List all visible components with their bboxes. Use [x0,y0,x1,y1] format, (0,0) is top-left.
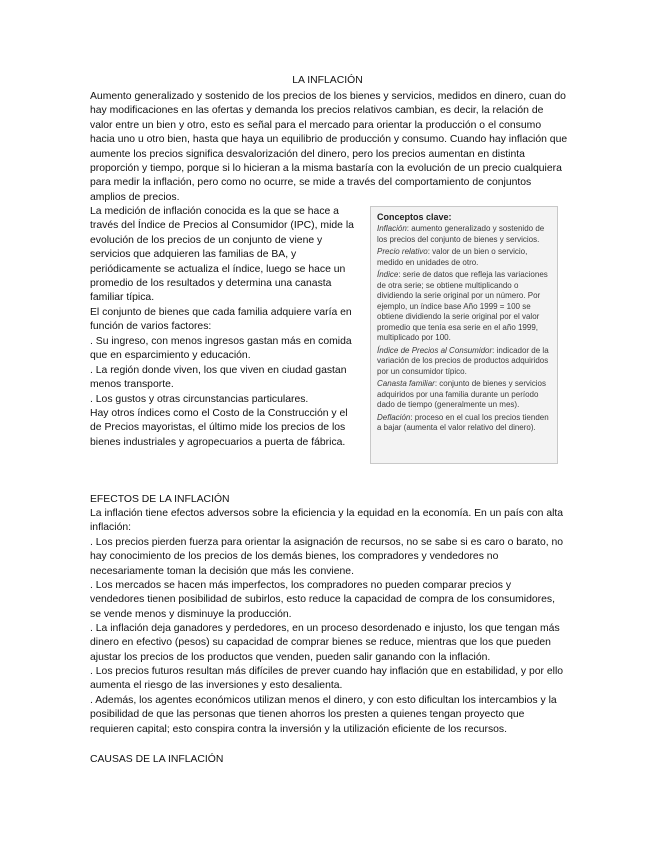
concept-entry-deflation: Deflación: proceso en el cual los precios tienden a bajar (aumenta el valor relativo del dinero). [377,412,549,432]
effect-item-markets: . Los mercados se hacen más imperfectos, los compradores no pueden comparar precios y vendedores tienen posibilidad de subirlos, esto reduce la capacidad de compra de los consumidores, se vende menos y disminuye la producción. [90,580,555,620]
document-title: LA INFLACIÓN [292,75,363,86]
effect-item-money-use: . Además, los agentes económicos utilizan menos el dinero, y con esto dificultan los intercambios y la posibilidad de que las personas que tienen ahorros los presten a quienes tengan proyecto que requieren capital; esto conspira contra la inversión y la utilización eficiente de los recursos. [90,695,557,735]
concepts-box-title: Conceptos clave: [377,212,452,222]
basket-paragraph: El conjunto de bienes que cada familia adquiere varía en función de varios factores: [90,307,352,333]
concept-entry-cpi: Índice de Precios al Consumidor: indicador de la variación de los precios de productos adquiridos por un consumidor típico. [377,345,549,376]
income-item: . Su ingreso, con menos ingresos gastan más en comida que en esparcimiento y educación. [90,336,352,362]
effects-intro: La inflación tiene efectos adversos sobre la eficiencia y la equidad en la economía. En un país con alta inflación: [90,508,564,534]
effect-item-prices: . Los precios pierden fuerza para orientar la asignación de recursos, no se sabe si es caro o barato, no hay conocimiento de los precios de los demás bienes, los compradores y vendedores no necesariamente toman la decisión que más les conviene. [90,537,564,577]
causes-heading: CAUSAS DE LA INFLACIÓN [90,754,224,765]
effect-item-future-prices: . Los precios futuros resultan más difíciles de prever cuando hay inflación que en estabilidad, y por ello aumenta el riesgo de las inversiones y esto desalienta. [90,666,564,692]
concepts-box [370,206,558,464]
tastes-item: . Los gustos y otras circunstancias particulares. [90,394,309,405]
effect-item-winners-losers: . La inflación deja ganadores y perdedores, en un proceso desordenado e injusto, los que tengan más dinero en efectivo (pesos) su capacidad de comprar bienes se reduce, mientras que los que pueden ajustar los precios de los productos que venden, pueden salir ganando con la inflación. [90,623,560,663]
concept-entry-inflation: Inflación: aumento generalizado y sostenido de los precios del conjunto de bienes y servicios. [377,224,545,244]
concept-entry-index: Índice: serie de datos que refleja las variaciones de otra serie; se obtiene multiplicando o dividiendo la serie original por un número. Por ejemplo, un índice base Año 1999 = 100 se obtiene dividiendo la serie original por el valor promedio que tenía esa serie en el año 1999, multiplicado por 100. [377,270,548,342]
effects-heading: EFECTOS DE LA INFLACIÓN [90,494,230,505]
concept-entry-family-basket: Canasta familiar: conjunto de bienes y servicios adquiridos por una familia durante un período dado de tiempo (generalmente un mes). [377,379,546,409]
ipc-paragraph: La medición de inflación conocida es la que se hace a través del Índice de Precios al Consumidor (IPC), mide la evolución de los precios de un conjunto de viene y servicios que adquieren las familias de BA, y periódicamente se actualiza el índice, luego se hace un promedio de los resultados y determina una canasta familiar típica. [90,206,354,304]
region-item: . La región donde viven, los que viven en ciudad gastan menos transporte. [90,365,347,391]
other-indices-paragraph: Hay otros índices como el Costo de la Construcción y el de Precios mayoristas, el último mide los precios de los bienes industriales y agropecuarios a puerta de fábrica. [90,408,348,448]
intro-paragraph: Aumento generalizado y sostenido de los precios de los bienes y servicios, medidos en dinero, cuan do hay modificaciones en las ofertas y demanda los precios relativos cambian, es decir, la relación de valor entre un bien y otro, esto es señal para el mercado para orientar la producción o el consumo hacia uno u otro bien, hasta que haya un equilibrio de producción y consumo. Cuando hay inflación que aumente los precios significa desvalorización del dinero, pero los precios aumentan en distinta proporción y tiempo, porque si lo hicieran a la misma bastaría con la evolución de un precio cualquiera para medir la inflación, pero como no ocurre, se mide a través del comportamiento de conjuntos amplios de precios. [90,91,568,203]
concept-entry-relative-price: Precio relativo: valor de un bien o servicio, medido en unidades de otro. [377,247,528,267]
